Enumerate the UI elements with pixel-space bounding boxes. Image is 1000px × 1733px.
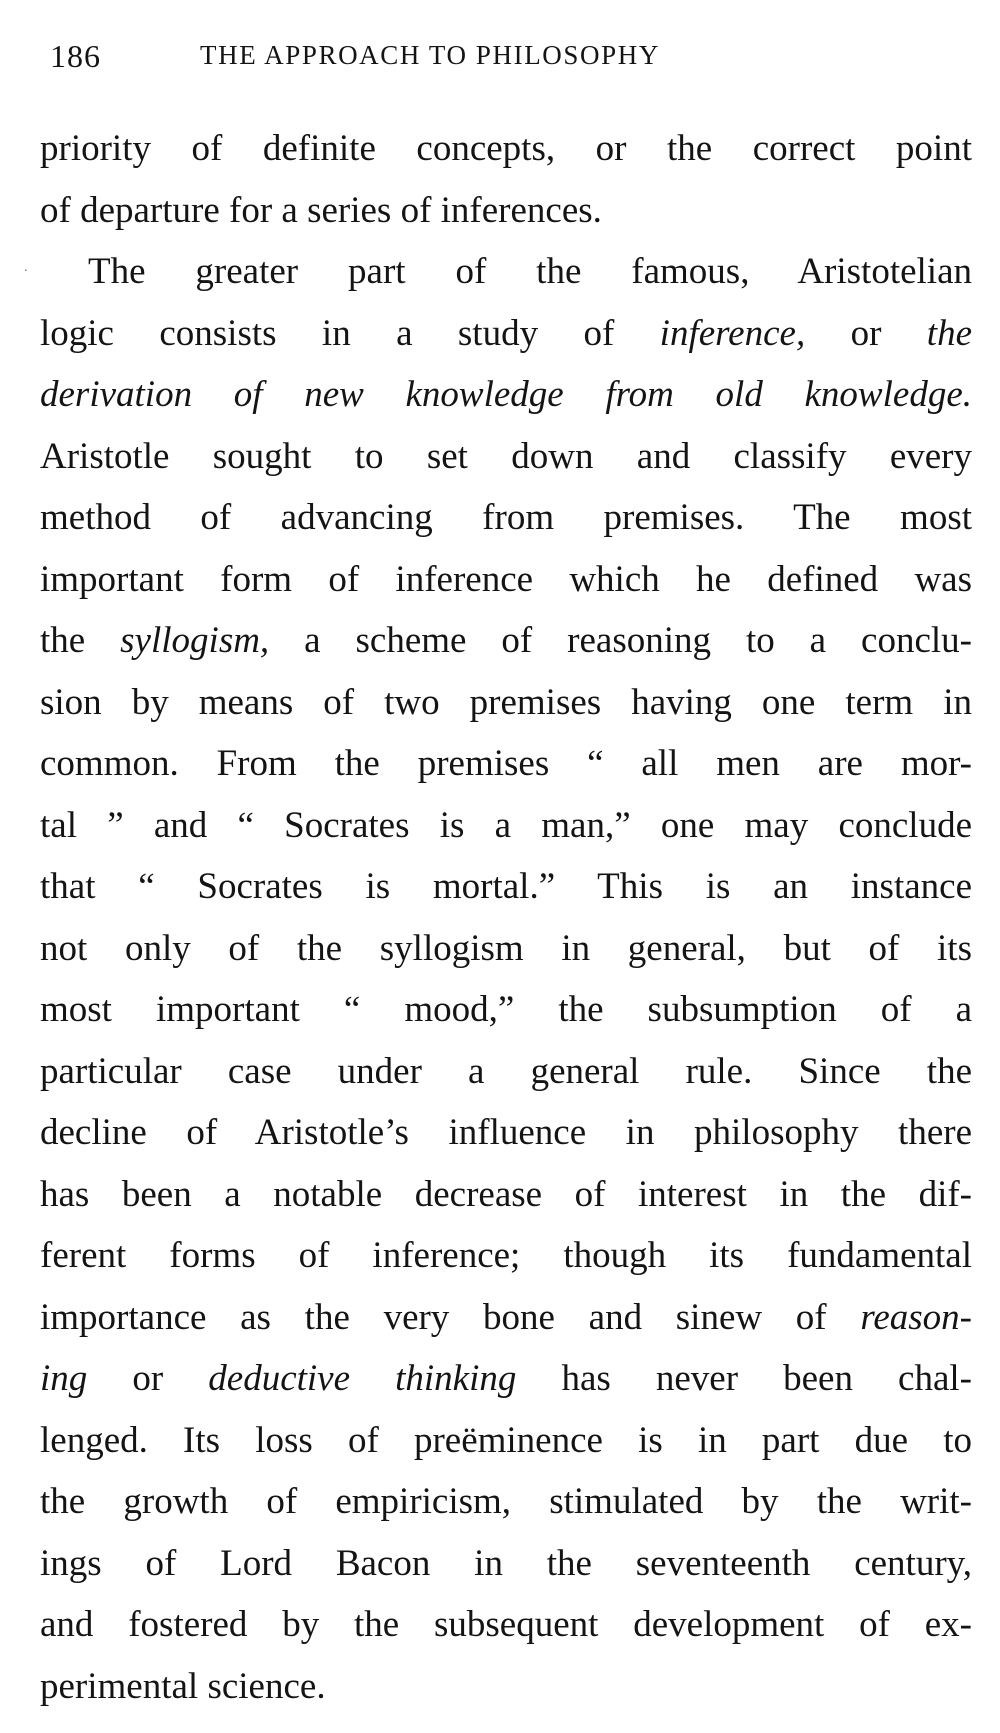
text-segment: important form of inference which he defined was	[40, 558, 972, 600]
text-segment: common. From the premises “ all men are mor-	[40, 743, 972, 784]
text-line	[40, 1471, 972, 1533]
page-header	[50, 38, 970, 82]
text-line	[40, 1348, 972, 1410]
text-line	[40, 180, 972, 242]
text-segment: ings of Lord Bacon in the seventeenth century,	[40, 1542, 972, 1584]
page-number: 186	[50, 38, 101, 74]
text-segment: logic consists in a study of	[40, 312, 660, 354]
text-line	[40, 1041, 972, 1103]
running-title: THE APPROACH TO PHILOSOPHY	[200, 40, 660, 70]
text-segment: sion by means of two premises having one term in	[40, 681, 972, 723]
text-line	[40, 610, 972, 672]
text-segment: or	[805, 312, 927, 354]
text-segment: priority of definite concepts, or the correct point	[40, 128, 972, 169]
text-segment: has been a notable decrease of interest in the dif-	[40, 1173, 972, 1215]
text-segment: Aristotle sought to set down and classify every	[40, 435, 972, 477]
text-segment: method of advancing from premises. The most	[40, 497, 972, 538]
text-segment: a scheme of reasoning to a conclu-	[269, 620, 973, 661]
italic-text: reason-	[860, 1296, 972, 1338]
text-line	[40, 1410, 972, 1472]
text-line	[40, 733, 972, 795]
italic-text: deductive thinking	[208, 1358, 517, 1399]
text-segment: ferent forms of inference; though its fundamental	[40, 1235, 972, 1276]
text-segment: particular case under a general rule. Since the	[40, 1050, 972, 1092]
text-line	[40, 1594, 972, 1656]
text-line	[40, 241, 972, 303]
text-line	[40, 1656, 972, 1718]
text-segment: and fostered by the subsequent development of ex-	[40, 1604, 972, 1645]
italic-text: the	[926, 312, 972, 354]
text-line	[40, 1225, 972, 1287]
text-line	[40, 672, 972, 734]
italic-text: ing	[40, 1358, 88, 1399]
text-segment: has never been chal-	[516, 1358, 973, 1399]
text-line	[40, 856, 972, 918]
text-line	[40, 549, 972, 611]
text-segment: of departure for a series of inferences.	[40, 189, 602, 231]
text-line	[40, 118, 972, 180]
text-line	[40, 487, 972, 549]
italic-text: syllogism,	[120, 620, 270, 661]
body-text	[40, 118, 972, 1717]
italic-text: derivation of new knowledge from old knowledge.	[40, 374, 972, 415]
text-line	[40, 1164, 972, 1226]
text-line	[40, 426, 972, 488]
text-line	[40, 1533, 972, 1595]
text-segment: importance as the very bone and sinew of	[40, 1296, 861, 1338]
text-line	[40, 979, 972, 1041]
text-segment: The greater part of the famous, Aristotelian	[88, 251, 972, 292]
text-segment: the growth of empiricism, stimulated by the writ-	[40, 1481, 972, 1522]
text-segment: that “ Socrates is mortal.” This is an instance	[40, 866, 972, 907]
text-segment: or	[87, 1358, 209, 1399]
text-segment: perimental science.	[40, 1665, 326, 1707]
text-segment: the	[40, 620, 121, 661]
italic-text: inference,	[659, 312, 806, 354]
text-line	[40, 1102, 972, 1164]
text-line	[40, 364, 972, 426]
text-line	[40, 303, 972, 365]
text-line	[40, 918, 972, 980]
text-segment: lenged. Its loss of preëminence is in part due to	[40, 1419, 972, 1461]
text-line	[40, 795, 972, 857]
text-segment: decline of Aristotle’s influence in philosophy there	[40, 1112, 972, 1153]
text-segment: most important “ mood,” the subsumption of a	[40, 989, 972, 1030]
print-speck: .	[24, 260, 28, 275]
text-segment: tal ” and “ Socrates is a man,” one may conclude	[40, 804, 972, 846]
text-segment: not only of the syllogism in general, but of its	[40, 927, 972, 969]
text-line	[40, 1287, 972, 1349]
